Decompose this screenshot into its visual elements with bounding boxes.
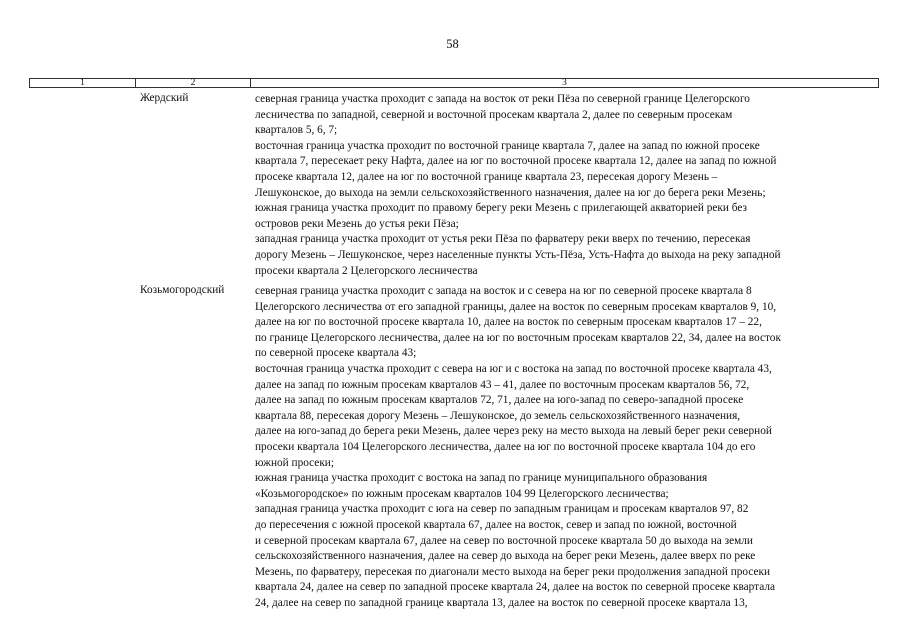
description-line: и северной просекам квартала 67, далее на север по восточной просеке квартала 50 до выхода на земли — [255, 534, 753, 547]
district-description-kozmogorodsky — [255, 284, 865, 611]
description-line: по границе Целегорского лесничества, далее на юг по восточным просекам кварталов 22, 34, далее на восток — [255, 331, 781, 344]
description-line: далее на юго-запад до берега реки Мезень, далее через реку на место выхода на левый берег реки северной — [255, 425, 772, 438]
description-line: кварталов 5, 6, 7; — [255, 124, 338, 137]
description-line: южная граница участка проходит с востока на запад по границе муниципального образования — [255, 472, 708, 485]
description-line: просеки квартала 104 Целегорского лесничества, далее на юг по восточной просеке квартала 104 до его — [255, 440, 756, 453]
description-line: западная граница участка проходит от устья реки Пёза по фарватеру реки вверх по течению, пересекая — [255, 233, 751, 246]
description-line: далее на юг по восточной просеке квартала 10, далее на восток по северным просекам кварталов 17 – 22, — [255, 316, 762, 329]
description-line: лесничества по западной, северной и восточной просекам квартала 2, далее по северным просекам — [255, 108, 733, 121]
description-line: просеки квартала 2 Целегорского лесничества — [255, 264, 478, 277]
description-line: 24, далее на север по западной границе квартала 13, далее на восток по северной просеке квартала 13, — [255, 596, 748, 609]
description-line: северная граница участка проходит с запада на восток и с севера на юг по северной просеке квартала 8 — [255, 285, 752, 297]
description-line: Мезень, по фарватеру, пересекая по диагонали место выхода на берег реки продолжения западной просеки — [255, 565, 771, 578]
description-line: по северной просеке квартала 43; — [255, 347, 417, 360]
district-description-zherdsky — [255, 92, 865, 279]
header-col-1: 1 — [30, 79, 136, 87]
description-line: сельскохозяйственного назначения, далее на север до выхода на берег реки Мезень, далее вверх по реке — [255, 550, 756, 563]
header-col-2: 2 — [136, 79, 251, 87]
description-line: северная граница участка проходит с запада на восток от реки Пёза по северной границе Целегорского — [255, 93, 750, 105]
description-line: квартала 7, пересекает реку Нафта, далее на юг по восточной просеке квартала 12, далее на запад по южной — [255, 155, 777, 168]
description-line: квартала 88, пересекая дорогу Мезень – Лешуконское, до земель сельскохозяйственного назначения, — [255, 409, 741, 422]
description-line: далее на запад по южным просекам кварталов 72, 71, далее на юго-запад по северо-западной просеке — [255, 394, 744, 407]
district-name-kozmogorodsky: Козьмогородский — [140, 284, 225, 296]
description-line: восточная граница участка проходит с севера на юг и с востока на запад по восточной просеке квартала 43, — [255, 362, 772, 375]
description-line: островов реки Мезень до устья реки Пёза; — [255, 217, 459, 230]
header-col-3: 3 — [562, 78, 567, 88]
description-line: «Козьмогородское» по южным просекам кварталов 104 99 Целегорского лесничества; — [255, 487, 669, 500]
description-line: восточная граница участка проходит по восточной границе квартала 7, далее на запад по южной просеке — [255, 139, 760, 152]
description-line: Лешуконское, до выхода на земли сельскохозяйственного назначения, далее на юг до берега реки Мезень; — [255, 186, 766, 199]
table-header-row — [29, 78, 879, 88]
district-name-zherdsky: Жердский — [140, 92, 189, 104]
description-line: дорогу Мезень – Лешуконское, через населенные пункты Усть-Пёза, Усть-Нафта до выхода на реку западной — [255, 248, 781, 261]
description-line: квартала 24, далее на север по западной просеке квартала 24, далее на восток по северной просеке квартала — [255, 581, 776, 594]
description-line: далее на запад по южным просекам кварталов 43 – 41, далее по восточным просекам кварталов 56, 72, — [255, 378, 750, 391]
description-line: просеке квартала 12, далее на юг по восточной границе квартала 23, пересекая дорогу Мезень – — [255, 170, 718, 183]
description-line: западная граница участка проходит с юга на север по западным границам и просекам кварталов 97, 82 — [255, 503, 749, 516]
description-line: до пересечения с южной просекой квартала 67, далее на восток, север и запад по южной, восточной — [255, 518, 737, 531]
description-line: южная граница участка проходит по правому берегу реки Мезень с прилегающей акваторией реки без — [255, 202, 747, 215]
description-line: южной просеки; — [255, 456, 334, 469]
page-number: 58 — [446, 37, 459, 51]
description-line: Целегорского лесничества от его западной границы, далее на восток по северным просекам кварталов 9, 10, — [255, 300, 777, 313]
